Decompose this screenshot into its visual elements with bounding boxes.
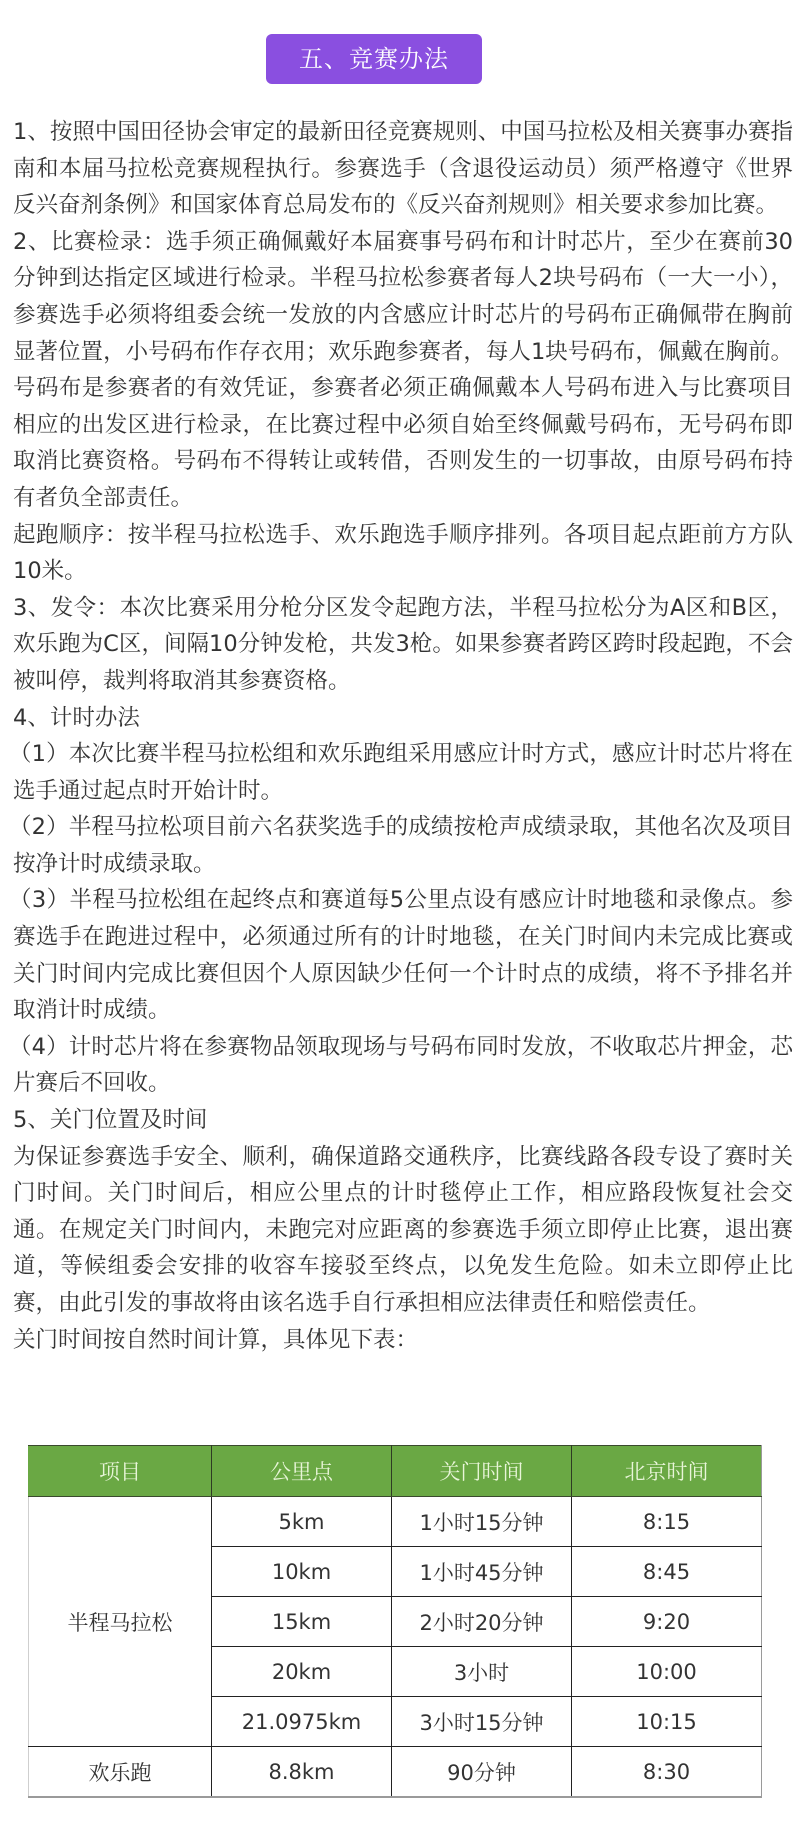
cutoff-cell: 3小时 bbox=[392, 1647, 572, 1697]
paragraph-start-order: 起跑顺序：按半程马拉松选手、欢乐跑选手顺序排列。各项目起点距前方方队10米。 bbox=[13, 521, 793, 585]
beijing-time-cell: 9:20 bbox=[572, 1597, 762, 1647]
beijing-time-cell: 8:15 bbox=[572, 1497, 762, 1547]
beijing-time-cell: 10:15 bbox=[572, 1697, 762, 1747]
cutoff-cell: 1小时45分钟 bbox=[392, 1547, 572, 1597]
table-header-row bbox=[29, 1446, 762, 1497]
cutoff-cell: 3小时15分钟 bbox=[392, 1697, 572, 1747]
paragraph-rule-3-start-signal: 3、发令：本次比赛采用分枪分区发令起跑方法，半程马拉松分为A区和B区，欢乐跑为C区，间隔10分钟发枪，共发3枪。如果参赛者跨区跨时段起跑，不会被叫停，裁判将取消其参赛资格。 bbox=[13, 594, 793, 694]
km-cell: 8.8km bbox=[212, 1747, 392, 1798]
cutoff-time-table-container bbox=[28, 1445, 761, 1798]
paragraph-timing-1: （1）本次比赛半程马拉松组和欢乐跑组采用感应计时方式，感应计时芯片将在选手通过起点时开始计时。 bbox=[9, 741, 793, 804]
cutoff-time-table bbox=[28, 1445, 762, 1798]
paragraph-cutoff-table-intro: 关门时间按自然时间计算，具体见下表： bbox=[13, 1326, 419, 1353]
cutoff-cell: 90分钟 bbox=[392, 1747, 572, 1798]
paragraph-cutoff-description: 为保证参赛选手安全、顺利，确保道路交通秩序，比赛线路各段专设了赛时关门时间。关门时间后，相应公里点的计时毯停止工作，相应路段恢复社会交通。在规定关门时间内，未跑完对应距离的参赛选手须立即停止比赛，退出赛道，等候组委会安排的收容车接驳至终点，以免发生危险。如未立即停止比赛，由此引发的事故将由该名选手自行承担相应法律责任和赔偿责任。 bbox=[13, 1143, 793, 1316]
paragraph-rule-2-checkin: 2、比赛检录：选手须正确佩戴好本届赛事号码布和计时芯片，至少在赛前30分钟到达指定区域进行检录。半程马拉松参赛者每人2块号码布（一大一小），参赛选手必须将组委会统一发放的内含感应计时芯片的号码布正确佩带在胸前显著位置，小号码布作存衣用；欢乐跑参赛者，每人1块号码布，佩戴在胸前。号码布是参赛者的有效凭证，参赛者必须正确佩戴本人号码布进入与比赛项目相应的出发区进行检录，在比赛过程中必须自始至终佩戴号码布，无号码布即取消比赛资格。号码布不得转让或转借，否则发生的一切事故，由原号码布持有者负全部责任。 bbox=[13, 228, 793, 511]
header-beijing-time: 北京时间 bbox=[572, 1446, 762, 1497]
event-cell-half-marathon: 半程马拉松 bbox=[29, 1497, 212, 1747]
section-title-badge: 五、竞赛办法 bbox=[266, 34, 482, 84]
km-cell: 21.0975km bbox=[212, 1697, 392, 1747]
heading-rule-5-cutoff: 5、关门位置及时间 bbox=[13, 1107, 208, 1134]
cutoff-cell: 2小时20分钟 bbox=[392, 1597, 572, 1647]
beijing-time-cell: 8:45 bbox=[572, 1547, 762, 1597]
header-event: 项目 bbox=[29, 1446, 212, 1497]
header-cutoff-time: 关门时间 bbox=[392, 1446, 572, 1497]
paragraph-timing-4: （4）计时芯片将在参赛物品领取现场与号码布同时发放，不收取芯片押金，芯片赛后不回收。 bbox=[9, 1033, 793, 1097]
km-cell: 15km bbox=[212, 1597, 392, 1647]
rules-content bbox=[9, 114, 793, 1358]
paragraph-timing-2: （2）半程马拉松项目前六名获奖选手的成绩按枪声成绩录取，其他名次及项目按净计时成绩录取。 bbox=[9, 814, 793, 877]
event-cell-fun-run: 欢乐跑 bbox=[29, 1747, 212, 1798]
cutoff-cell: 1小时15分钟 bbox=[392, 1497, 572, 1547]
table-row bbox=[29, 1497, 762, 1547]
paragraph-rule-1: 1、按照中国田径协会审定的最新田径竞赛规则、中国马拉松及相关赛事办赛指南和本届马拉松竞赛规程执行。参赛选手（含退役运动员）须严格遵守《世界反兴奋剂条例》和国家体育总局发布的《反兴奋剂规则》相关要求参加比赛。 bbox=[13, 119, 793, 219]
paragraph-timing-3: （3）半程马拉松组在起终点和赛道每5公里点设有感应计时地毯和录像点。参赛选手在跑进过程中，必须通过所有的计时地毯，在关门时间内未完成比赛或关门时间内完成比赛但因个人原因缺少任何一个计时点的成绩，将不予排名并取消计时成绩。 bbox=[9, 887, 793, 1024]
table-row bbox=[29, 1747, 762, 1798]
heading-rule-4-timing: 4、计时办法 bbox=[13, 704, 140, 731]
header-km-point: 公里点 bbox=[212, 1446, 392, 1497]
km-cell: 20km bbox=[212, 1647, 392, 1697]
km-cell: 5km bbox=[212, 1497, 392, 1547]
km-cell: 10km bbox=[212, 1547, 392, 1597]
beijing-time-cell: 8:30 bbox=[572, 1747, 762, 1798]
beijing-time-cell: 10:00 bbox=[572, 1647, 762, 1697]
